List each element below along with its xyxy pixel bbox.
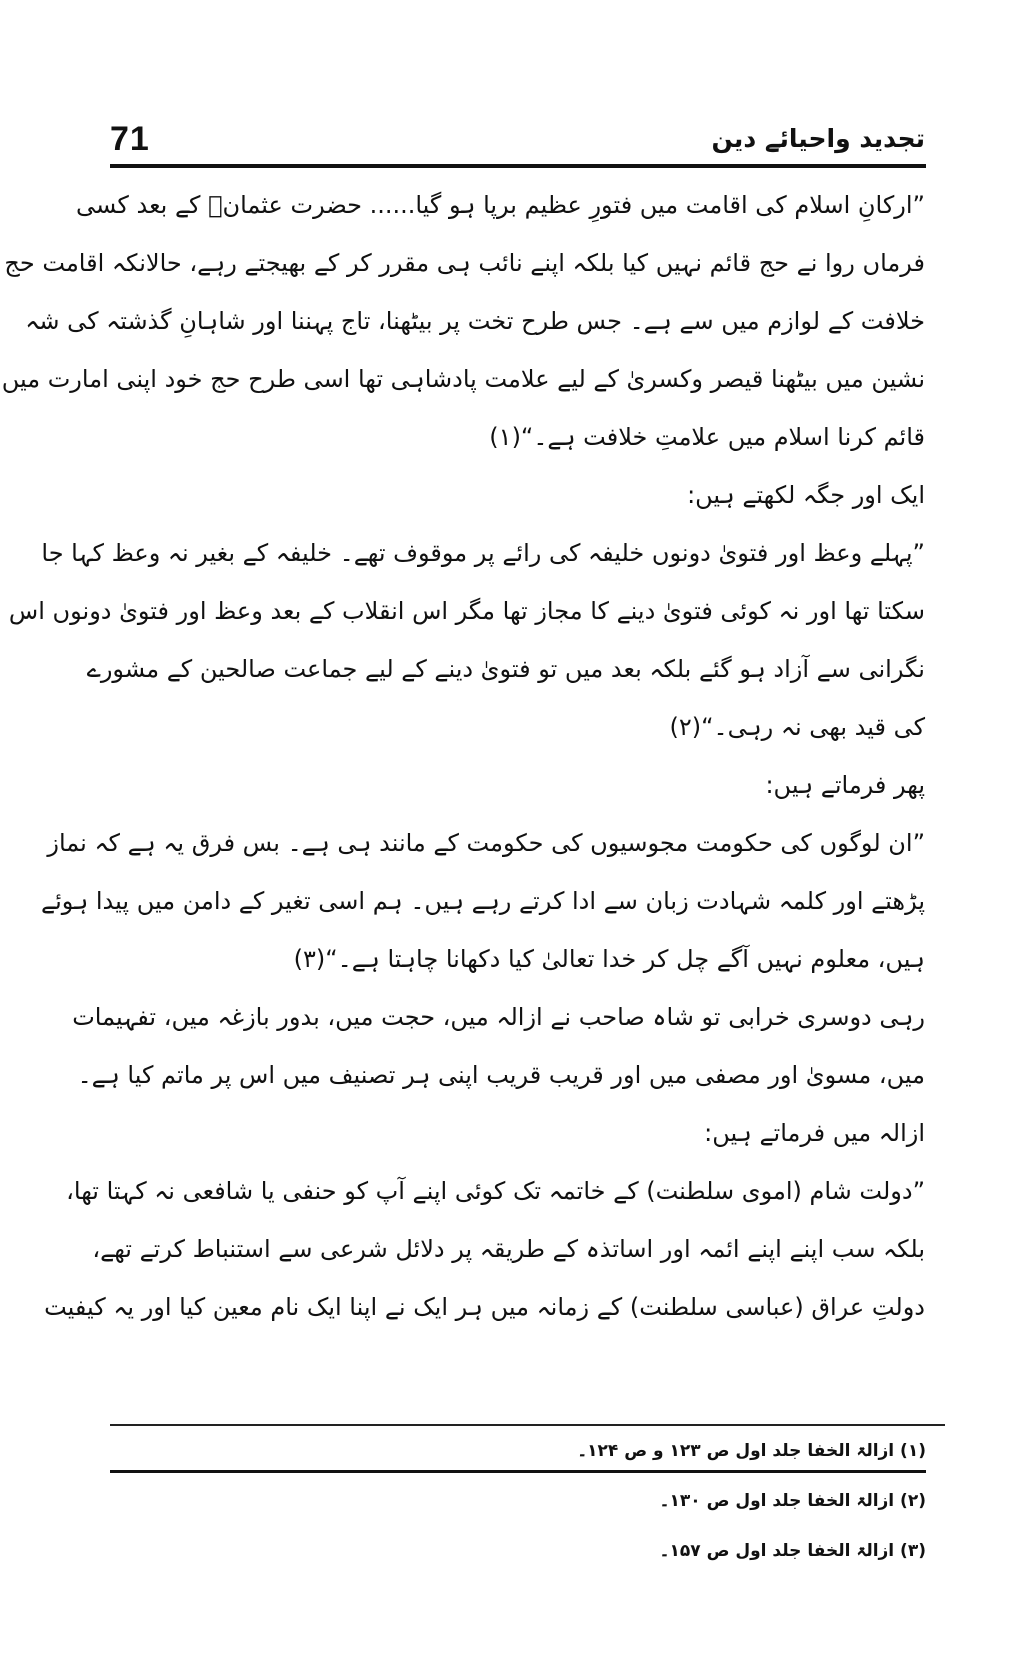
body-line: کی قید بھی نہ رہی۔“(۲) (669, 713, 925, 741)
page-number: 71 (110, 120, 150, 158)
body-line: ”ان لوگوں کی حکومت مجوسیوں کی حکومت کے مانند ہی ہے۔ بس فرق یہ ہے کہ نماز (47, 829, 925, 857)
body-line: خلافت کے لوازم میں سے ہے۔ جس طرح تخت پر بیٹھنا، تاج پہننا اور شاہانِ گذشتہ کی شہ (25, 307, 925, 335)
body-line: ”ارکانِ اسلام کی اقامت میں فتورِ عظیم برپا ہو گیا...... حضرت عثمانؓ کے بعد کسی (76, 191, 925, 219)
footnote-rule (110, 1470, 926, 1473)
running-title: تجدید واحیائے دین (711, 124, 925, 153)
body-line: ”دولت شام (اموی سلطنت) کے خاتمہ تک کوئی اپنے آپ کو حنفی یا شافعی نہ کہتا تھا، (66, 1177, 925, 1205)
body-line: ازالہ میں فرماتے ہیں: (704, 1119, 925, 1147)
body-line: پھر فرماتے ہیں: (765, 771, 925, 799)
body-line: ایک اور جگہ لکھتے ہیں: (687, 481, 925, 509)
page-header (110, 118, 925, 164)
body-line: رہی دوسری خرابی تو شاہ صاحب نے ازالہ میں، حجت میں، بدور بازغہ میں، تفہیمات (72, 1003, 925, 1031)
body-line: فرماں روا نے حج قائم نہیں کیا بلکہ اپنے نائب ہی مقرر کر کے بھیجتے رہے، حالانکہ اقامت حج (4, 249, 925, 277)
body-line: قائم کرنا اسلام میں علامتِ خلافت ہے۔“(۱) (489, 423, 925, 451)
body-text (1, 176, 925, 1336)
body-line: ہیں، معلوم نہیں آگے چل کر خدا تعالیٰ کیا دکھانا چاہتا ہے۔“(۳) (293, 945, 925, 973)
footnote-separator (110, 1424, 945, 1426)
body-line: سکتا تھا اور نہ کوئی فتویٰ دینے کا مجاز تھا مگر اس انقلاب کے بعد وعظ اور فتویٰ دونوں اس (8, 597, 925, 625)
footnote-3: (۳) ازالۃ الخفا جلد اول ص ۱۵۷۔ (659, 1541, 926, 1561)
body-line: بلکہ سب اپنے اپنے ائمہ اور اساتذہ کے طریقہ پر دلائل شرعی سے استنباط کرتے تھے، (92, 1235, 925, 1263)
footnote-1: (۱) ازالۃ الخفا جلد اول ص ۱۲۳ و ص ۱۲۴۔ (577, 1441, 926, 1461)
body-line: پڑھتے اور کلمہ شہادت زبان سے ادا کرتے رہے ہیں۔ ہم اسی تغیر کے دامن میں پیدا ہوئے (41, 887, 925, 915)
body-line: نگرانی سے آزاد ہو گئے بلکہ بعد میں تو فتویٰ دینے کے لیے جماعت صالحین کے مشورے (86, 655, 925, 683)
header-rule (110, 164, 926, 168)
body-line: میں، مسویٰ اور مصفی میں اور قریب قریب اپنی ہر تصنیف میں اس پر ماتم کیا ہے۔ (77, 1061, 925, 1089)
footnote-2: (۲) ازالۃ الخفا جلد اول ص ۱۳۰۔ (659, 1491, 926, 1511)
body-line: ”پہلے وعظ اور فتویٰ دونوں خلیفہ کی رائے پر موقوف تھے۔ خلیفہ کے بغیر نہ وعظ کہا جا (41, 539, 925, 567)
body-line: نشین میں بیٹھنا قیصر وکسریٰ کے لیے علامت پادشاہی تھا اسی طرح حج خود اپنی امارت میں (1, 365, 925, 393)
body-line: دولتِ عراق (عباسی سلطنت) کے زمانہ میں ہر ایک نے اپنا ایک نام معین کیا اور یہ کیفیت (44, 1293, 925, 1321)
